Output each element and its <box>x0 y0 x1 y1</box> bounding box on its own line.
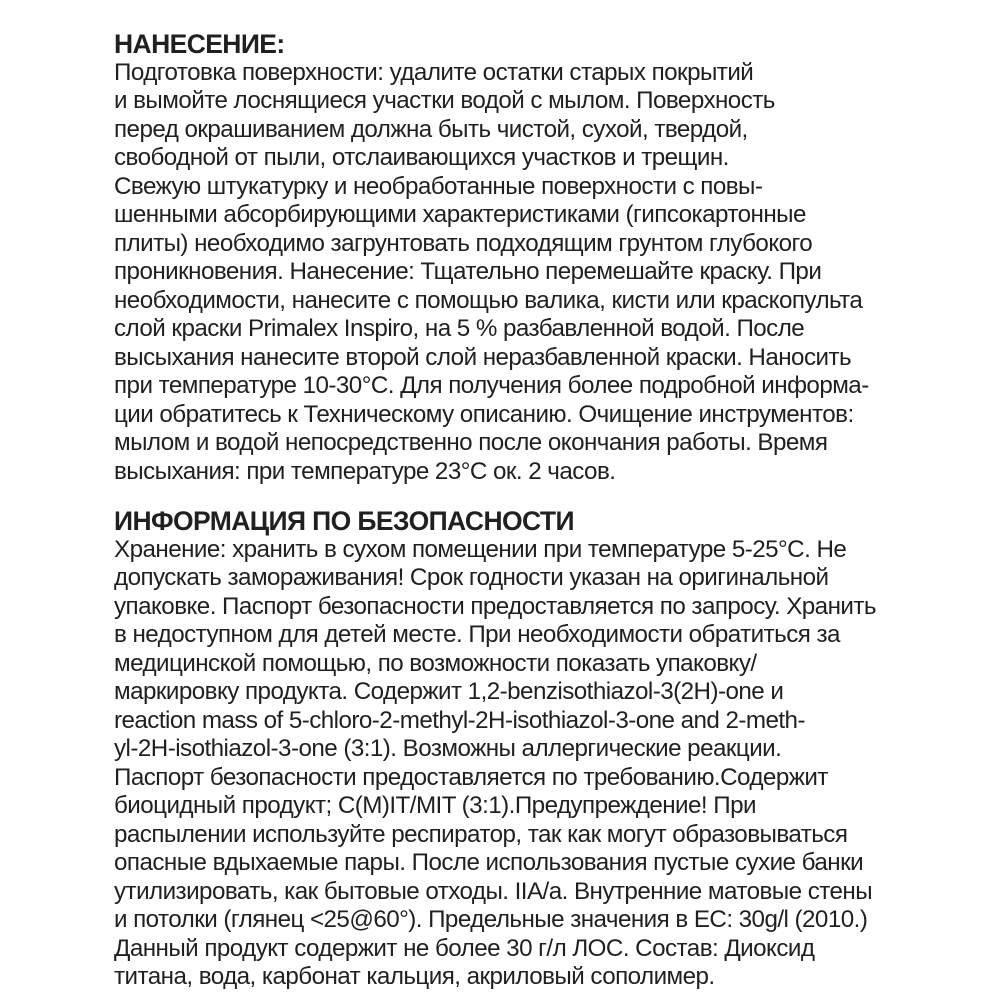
text-line: Хранение: хранить в сухом помещении при температуре 5-25°С. Не <box>114 535 847 563</box>
text-line: в недоступном для детей месте. При необходимости обратиться за <box>114 621 840 648</box>
text-line: и потолки (глянец <25@60°). Предельные значения в ЕС: 30g/l (2010.) <box>114 906 868 933</box>
text-line: опасные вдыхаемые пары. После использования пустые сухие банки <box>114 849 864 876</box>
text-line: слой краски Primalex Inspiro, на 5 % разбавленной водой. После <box>114 315 805 342</box>
section-safety <box>114 507 906 992</box>
text-line: мылом и водой непосредственно после окончания работы. Время <box>114 429 828 456</box>
text-line: биоцидный продукт; C(M)IT/MIT (3:1).Предупреждение! При <box>114 792 756 819</box>
text-line: проникновения. Нанесение: Тщательно перемешайте краску. При <box>114 258 822 285</box>
section-application <box>114 30 906 486</box>
text-line: необходимости, нанесите с помощью валика, кисти или краскопульта <box>114 286 863 314</box>
text-line: ции обратитесь к Техническому описанию. Очищение инструментов: <box>114 400 854 428</box>
text-line: свободной от пыли, отслаивающихся участков и трещин. <box>114 144 729 171</box>
section-heading-safety: ИНФОРМАЦИЯ ПО БЕЗОПАСНОСТИ <box>114 506 574 536</box>
text-line: Паспорт безопасности предоставляется по требованию.Содержит <box>114 763 828 791</box>
text-line: высыхания: при температуре 23°С ок. 2 часов. <box>114 457 616 485</box>
text-line: маркировку продукта. Содержит 1,2-benzisothiazol-3(2H)-one и <box>114 678 784 705</box>
text-line: перед окрашиванием должна быть чистой, сухой, твердой, <box>114 115 748 143</box>
text-line: yl-2H-isothiazol-3-one (3:1). Возможны аллергические реакции. <box>114 735 782 762</box>
text-line: Подготовка поверхности: удалите остатки старых покрытий <box>114 58 754 86</box>
text-line: плиты) необходимо загрунтовать подходящим грунтом глубокого <box>114 229 813 257</box>
text-line: распылении используйте респиратор, так как могут образовываться <box>114 820 848 848</box>
section-body-safety <box>114 536 906 992</box>
text-line: утилизировать, как бытовые отходы. IIA/a. Внутренние матовые стены <box>114 877 873 905</box>
label-text-block <box>114 30 906 992</box>
text-line: reaction mass of 5-chloro-2-methyl-2H-isothiazol-3-one and 2-meth- <box>114 706 805 734</box>
text-line: высыхания нанесите второй слой неразбавленной краски. Наносить <box>114 343 852 371</box>
text-line: и вымойте лоснящиеся участки водой с мылом. Поверхность <box>114 87 775 114</box>
text-line: шенными абсорбирующими характеристиками (гипсокартонные <box>114 201 806 228</box>
text-line: при температуре 10-30°С. Для получения более подробной информа- <box>114 372 869 399</box>
section-heading-application: НАНЕСЕНИЕ: <box>114 29 285 59</box>
text-line: Свежую штукатурку и необработанные поверхности с повы- <box>114 172 763 200</box>
text-line: Данный продукт содержит не более 30 г/л ЛОС. Состав: Диоксид <box>114 934 815 962</box>
text-line: титана, вода, карбонат кальция, акриловый сополимер. <box>114 963 715 990</box>
text-line: упаковке. Паспорт безопасности предоставляется по запросу. Хранить <box>114 592 876 620</box>
text-line: медицинской помощью, по возможности показать упаковку/ <box>114 649 757 677</box>
section-body-application <box>114 59 906 487</box>
text-line: допускать замораживания! Срок годности указан на оригинальной <box>114 564 829 591</box>
